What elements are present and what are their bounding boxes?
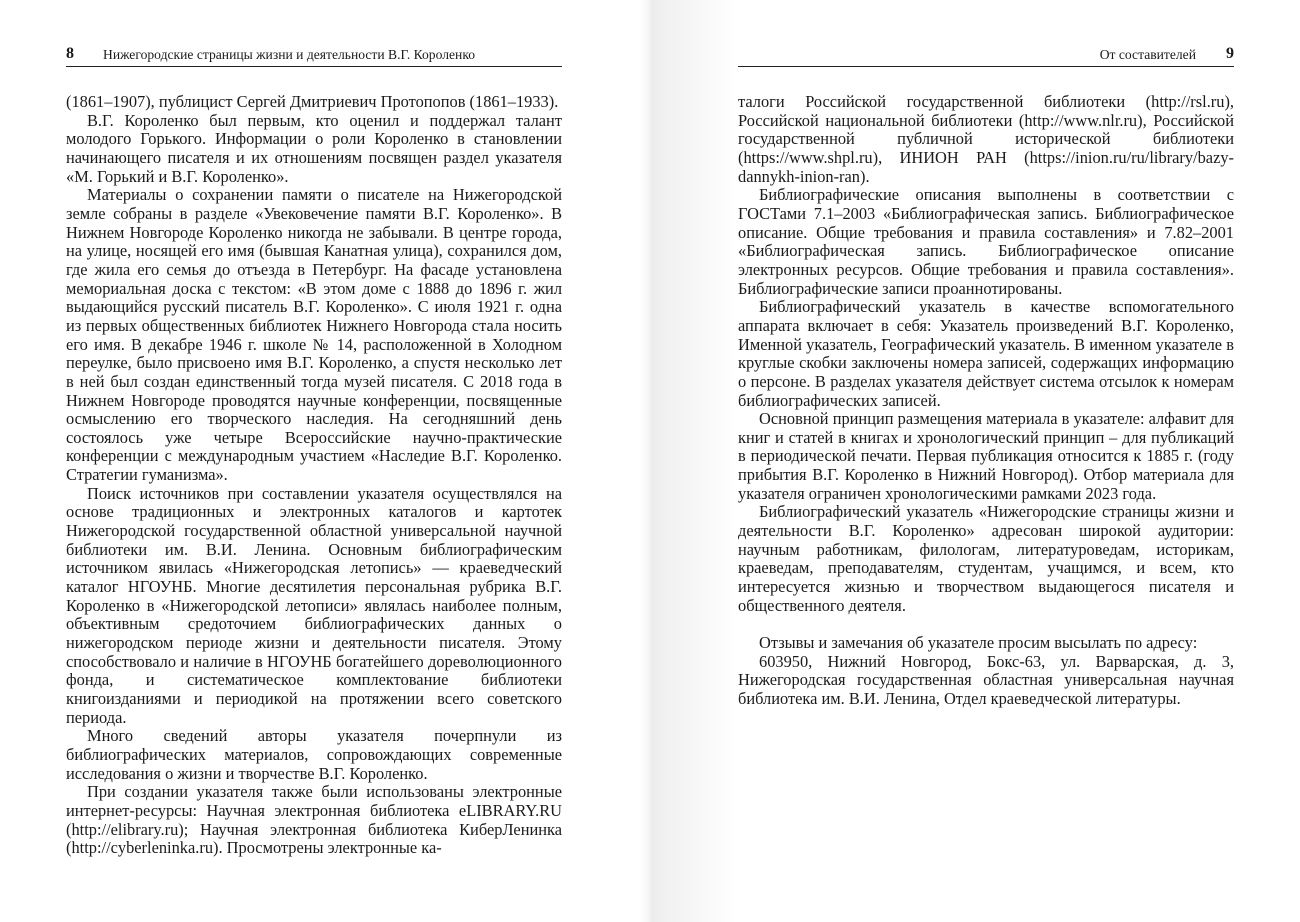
page-number: 8 [66, 45, 74, 62]
paragraph: (1861–1907), публицист Сергей Дмитриевич Протопопов (1861–1933). [66, 92, 559, 111]
body-text-left [66, 93, 562, 858]
address-paragraph: 603950, Нижний Новгород, Бокс-63, ул. Варварская, д. 3, Нижегородская государственная областная универсальная научная библиотека им. В.И. Ленина, Отдел краеведческой литературы. [738, 651, 1234, 708]
paragraph: Основной принцип размещения материала в указателе: алфавит для книг и статей в книгах и хронологический принцип – для публикаций в периодической печати. Первая публикация относится к 1885 г. (году прибытия В.Г. Короленко в Нижний Новгород). Отбор материала для указателя ограничен хронологическими рамками 2023 года. [738, 409, 1234, 503]
paragraph: Поиск источников при составлении указателя осуществлялся на основе традиционных и электронных каталогов и картотек Нижегородской государственной областной универсальной научной библиотеки им. В.И. Ленина. Основным библиографическим источником явилась «Нижегородская летопись» — краеведческий каталог НГОУНБ. Многие десятилетия персональная рубрика В.Г. Короленко в «Нижегородской летописи» являлась наиболее полным, объективным средоточием библиографических данных о нижегородском периоде жизни и деятельности писателя. Этому способствовало и наличие в НГОУНБ богатейшего дореволюционного фонда, и систематическое комплектование библиотеки книгоизданиями и периодикой на протяжении всего советского периода. [66, 483, 562, 727]
running-title: От составителей [1099, 47, 1196, 62]
paragraph: В.Г. Короленко был первым, кто оценил и поддержал талант молодого Горького. Информации о роли Короленко в становлении начинающего писателя и их отношениям посвящен раздел указателя «М. Горький и В.Г. Короленко». [66, 110, 562, 186]
running-head-right [738, 44, 1234, 67]
left-page [66, 0, 562, 922]
running-head-left [66, 44, 562, 67]
body-text-right [738, 93, 1234, 709]
paragraph: Много сведений авторы указателя почерпнули из библиографических материалов, сопровождающих современные исследования о жизни и творчестве В.Г. Короленко. [66, 726, 562, 783]
page-number: 9 [1226, 45, 1234, 62]
paragraph: Отзывы и замечания об указателе просим высылать по адресу: [759, 633, 1198, 653]
paragraph: Библиографические описания выполнены в соответствии с ГОСТами 7.1–2003 «Библиографическая запись. Библиографическое описание. Общие требования и правила составления» и 7.82–2001 «Библиографическая запись. Библиографическое описание электронных ресурсов. Общие требования и правила составления». Библиографические записи проаннотированы. [738, 185, 1234, 298]
paragraph: При создании указателя также были использованы электронные интернет-ресурсы: Научная электронная библиотека eLIBRARY.RU (http://elibrary.ru); Научная электронная библиотека КиберЛенинка (http://cyberleninka.ru). Просмотрены электронные ка- [66, 782, 562, 858]
running-title: Нижегородские страницы жизни и деятельности В.Г. Короленко [103, 47, 476, 62]
paragraph: Библиографический указатель в качестве вспомогательного аппарата включает в себя: Указатель произведений В.Г. Короленко, Именной указатель, Географический указатель. В именном указателе в круглые скобки заключены номера записей, содержащих информацию о персоне. В разделах указателя действует система отсылок к номерам библиографических записей. [738, 297, 1234, 410]
paragraph: Библиографический указатель «Нижегородские страницы жизни и деятельности В.Г. Короленко» адресован широкой аудитории: научным работникам, филологам, литературоведам, историкам, краеведам, преподавателям, студентам, учащимся, и всем, кто интересуется жизнью и творчеством выдающегося писателя и общественного деятеля. [738, 502, 1234, 615]
right-page [738, 0, 1234, 922]
paragraph: Материалы о сохранении памяти о писателе на Нижегородской земле собраны в разделе «Увековечение памяти В.Г. Короленко». В Нижнем Новгороде Короленко никогда не забывали. В центре города, на улице, носящей его имя (бывшая Канатная улица), сохранился дом, где жила его семья до отъезда в Петербург. На фасаде установлена мемориальная доска с текстом: «В этом доме с 1888 до 1896 г. жил выдающийся русский писатель В.Г. Короленко». С июля 1921 г. одна из первых общественных библиотек Нижнего Новгорода стала носить его имя. В декабре 1946 г. школе № 14, расположенной в Холодном переулке, было присвоено имя В.Г. Короленко, а спустя несколько лет в ней был создан единственный тогда музей писателя. С 2018 года в Нижнем Новгороде проводятся научные конференции, посвященные осмыслению его творческого наследия. На сегодняшний день состоялось уже четыре Всероссийские научно-практические конференции с международным участием «Наследие В.Г. Короленко. Стратегии гуманизма». [66, 185, 562, 485]
paragraph: талоги Российской государственной библиотеки (http://rsl.ru), Российской национальной библиотеки (http://www.nlr.ru), Российской государственной публичной исторической библиотеки (https://www.shpl.ru), ИНИОН РАН (https://inion.ru/ru/library/bazy-dannykh-inion-ran). [738, 92, 1234, 186]
